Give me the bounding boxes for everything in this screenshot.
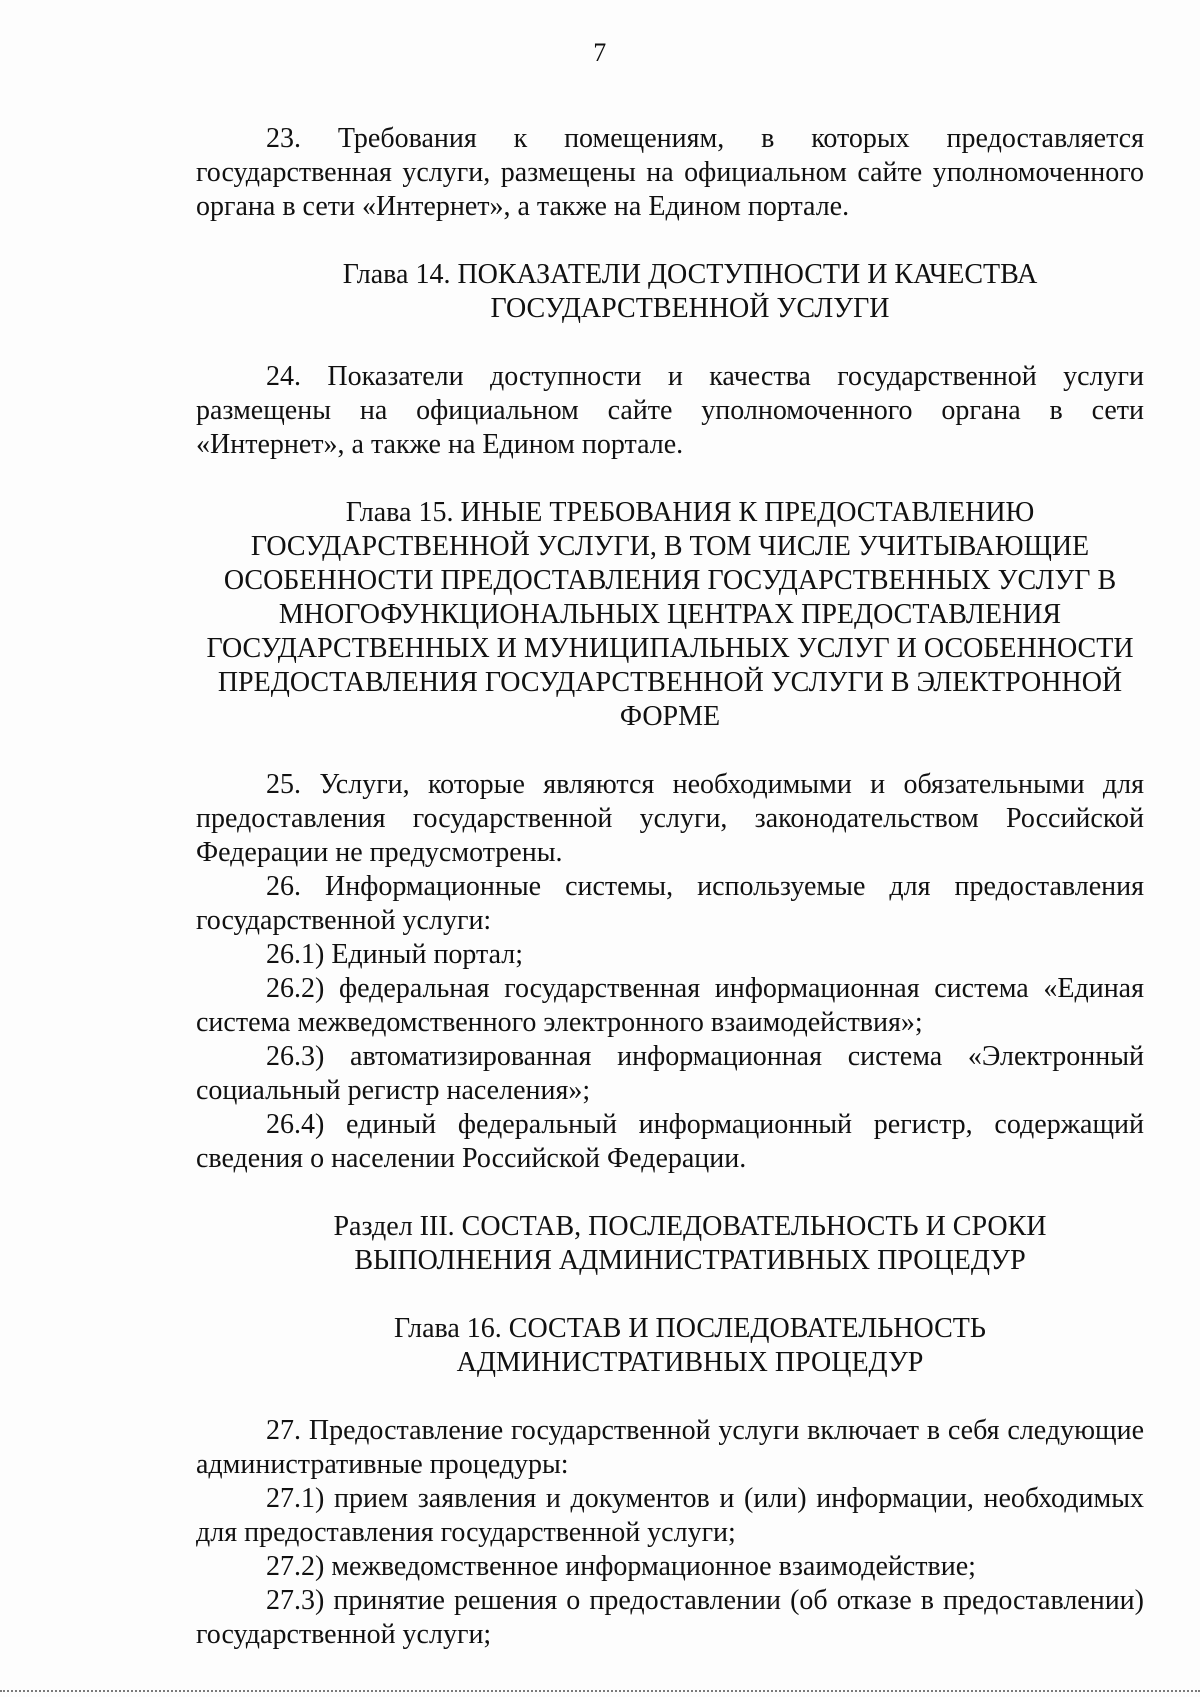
paragraph-26-3: 26.3) автоматизированная информационная система «Электронный социальный регистр населения»; bbox=[196, 1041, 1144, 1106]
heading-line: ГОСУДАРСТВЕННОЙ УСЛУГИ bbox=[490, 293, 890, 324]
heading-line: АДМИНИСТРАТИВНЫХ ПРОЦЕДУР bbox=[456, 1347, 924, 1378]
paragraph-25: 25. Услуги, которые являются необходимыми и обязательными для предоставления государственной услуги, законодательством Российской Федерации не предусмотрены. bbox=[196, 769, 1144, 868]
section-3-heading bbox=[196, 1210, 1144, 1278]
chapter-15-heading bbox=[196, 496, 1144, 734]
scan-edge-divider bbox=[0, 1690, 1200, 1692]
heading-line: ФОРМЕ bbox=[619, 701, 721, 732]
paragraph-24: 24. Показатели доступности и качества государственной услуги размещены на официальном сайте уполномоченного органа в сети «Интернет», а также на Едином портале. bbox=[196, 361, 1144, 460]
document-body bbox=[196, 122, 1144, 1652]
heading-line: Глава 16. СОСТАВ И ПОСЛЕДОВАТЕЛЬНОСТЬ bbox=[394, 1313, 986, 1344]
heading-line: ГОСУДАРСТВЕННОЙ УСЛУГИ, В ТОМ ЧИСЛЕ УЧИТЫВАЮЩИЕ bbox=[250, 531, 1090, 562]
heading-line: ГОСУДАРСТВЕННЫХ И МУНИЦИПАЛЬНЫХ УСЛУГ И ОСОБЕННОСТИ bbox=[206, 633, 1134, 664]
paragraph-27-2: 27.2) межведомственное информационное взаимодействие; bbox=[266, 1551, 976, 1582]
heading-line: Глава 15. ИНЫЕ ТРЕБОВАНИЯ К ПРЕДОСТАВЛЕНИЮ bbox=[345, 497, 1035, 528]
heading-line: ВЫПОЛНЕНИЯ АДМИНИСТРАТИВНЫХ ПРОЦЕДУР bbox=[354, 1245, 1026, 1276]
heading-line: ОСОБЕННОСТИ ПРЕДОСТАВЛЕНИЯ ГОСУДАРСТВЕННЫХ УСЛУГ В bbox=[223, 565, 1117, 596]
heading-line: МНОГОФУНКЦИОНАЛЬНЫХ ЦЕНТРАХ ПРЕДОСТАВЛЕНИЯ bbox=[278, 599, 1062, 630]
paragraph-26-1: 26.1) Единый портал; bbox=[266, 939, 524, 970]
paragraph-27-1: 27.1) прием заявления и документов и (или) информации, необходимых для предоставления государственной услуги; bbox=[196, 1483, 1144, 1548]
paragraph-26-2: 26.2) федеральная государственная информационная система «Единая система межведомственного электронного взаимодействия»; bbox=[196, 973, 1144, 1038]
chapter-16-heading bbox=[196, 1312, 1144, 1380]
paragraph-26-4: 26.4) единый федеральный информационный регистр, содержащий сведения о населении Российской Федерации. bbox=[196, 1109, 1144, 1174]
heading-line: Раздел III. СОСТАВ, ПОСЛЕДОВАТЕЛЬНОСТЬ И СРОКИ bbox=[333, 1211, 1047, 1242]
page-number: 7 bbox=[593, 38, 607, 67]
paragraph-26: 26. Информационные системы, используемые для предоставления государственной услуги: bbox=[196, 871, 1144, 936]
heading-line: Глава 14. ПОКАЗАТЕЛИ ДОСТУПНОСТИ И КАЧЕСТВА bbox=[342, 259, 1038, 290]
heading-line: ПРЕДОСТАВЛЕНИЯ ГОСУДАРСТВЕННОЙ УСЛУГИ В ЭЛЕКТРОННОЙ bbox=[217, 667, 1123, 698]
paragraph-27: 27. Предоставление государственной услуги включает в себя следующие административные процедуры: bbox=[196, 1415, 1144, 1480]
chapter-14-heading bbox=[196, 258, 1144, 326]
paragraph-23: 23. Требования к помещениям, в которых предоставляется государственная услуги, размещены на официальном сайте уполномоченного органа в сети «Интернет», а также на Едином портале. bbox=[196, 123, 1144, 222]
paragraph-27-3: 27.3) принятие решения о предоставлении (об отказе в предоставлении) государственной услуги; bbox=[196, 1585, 1144, 1650]
